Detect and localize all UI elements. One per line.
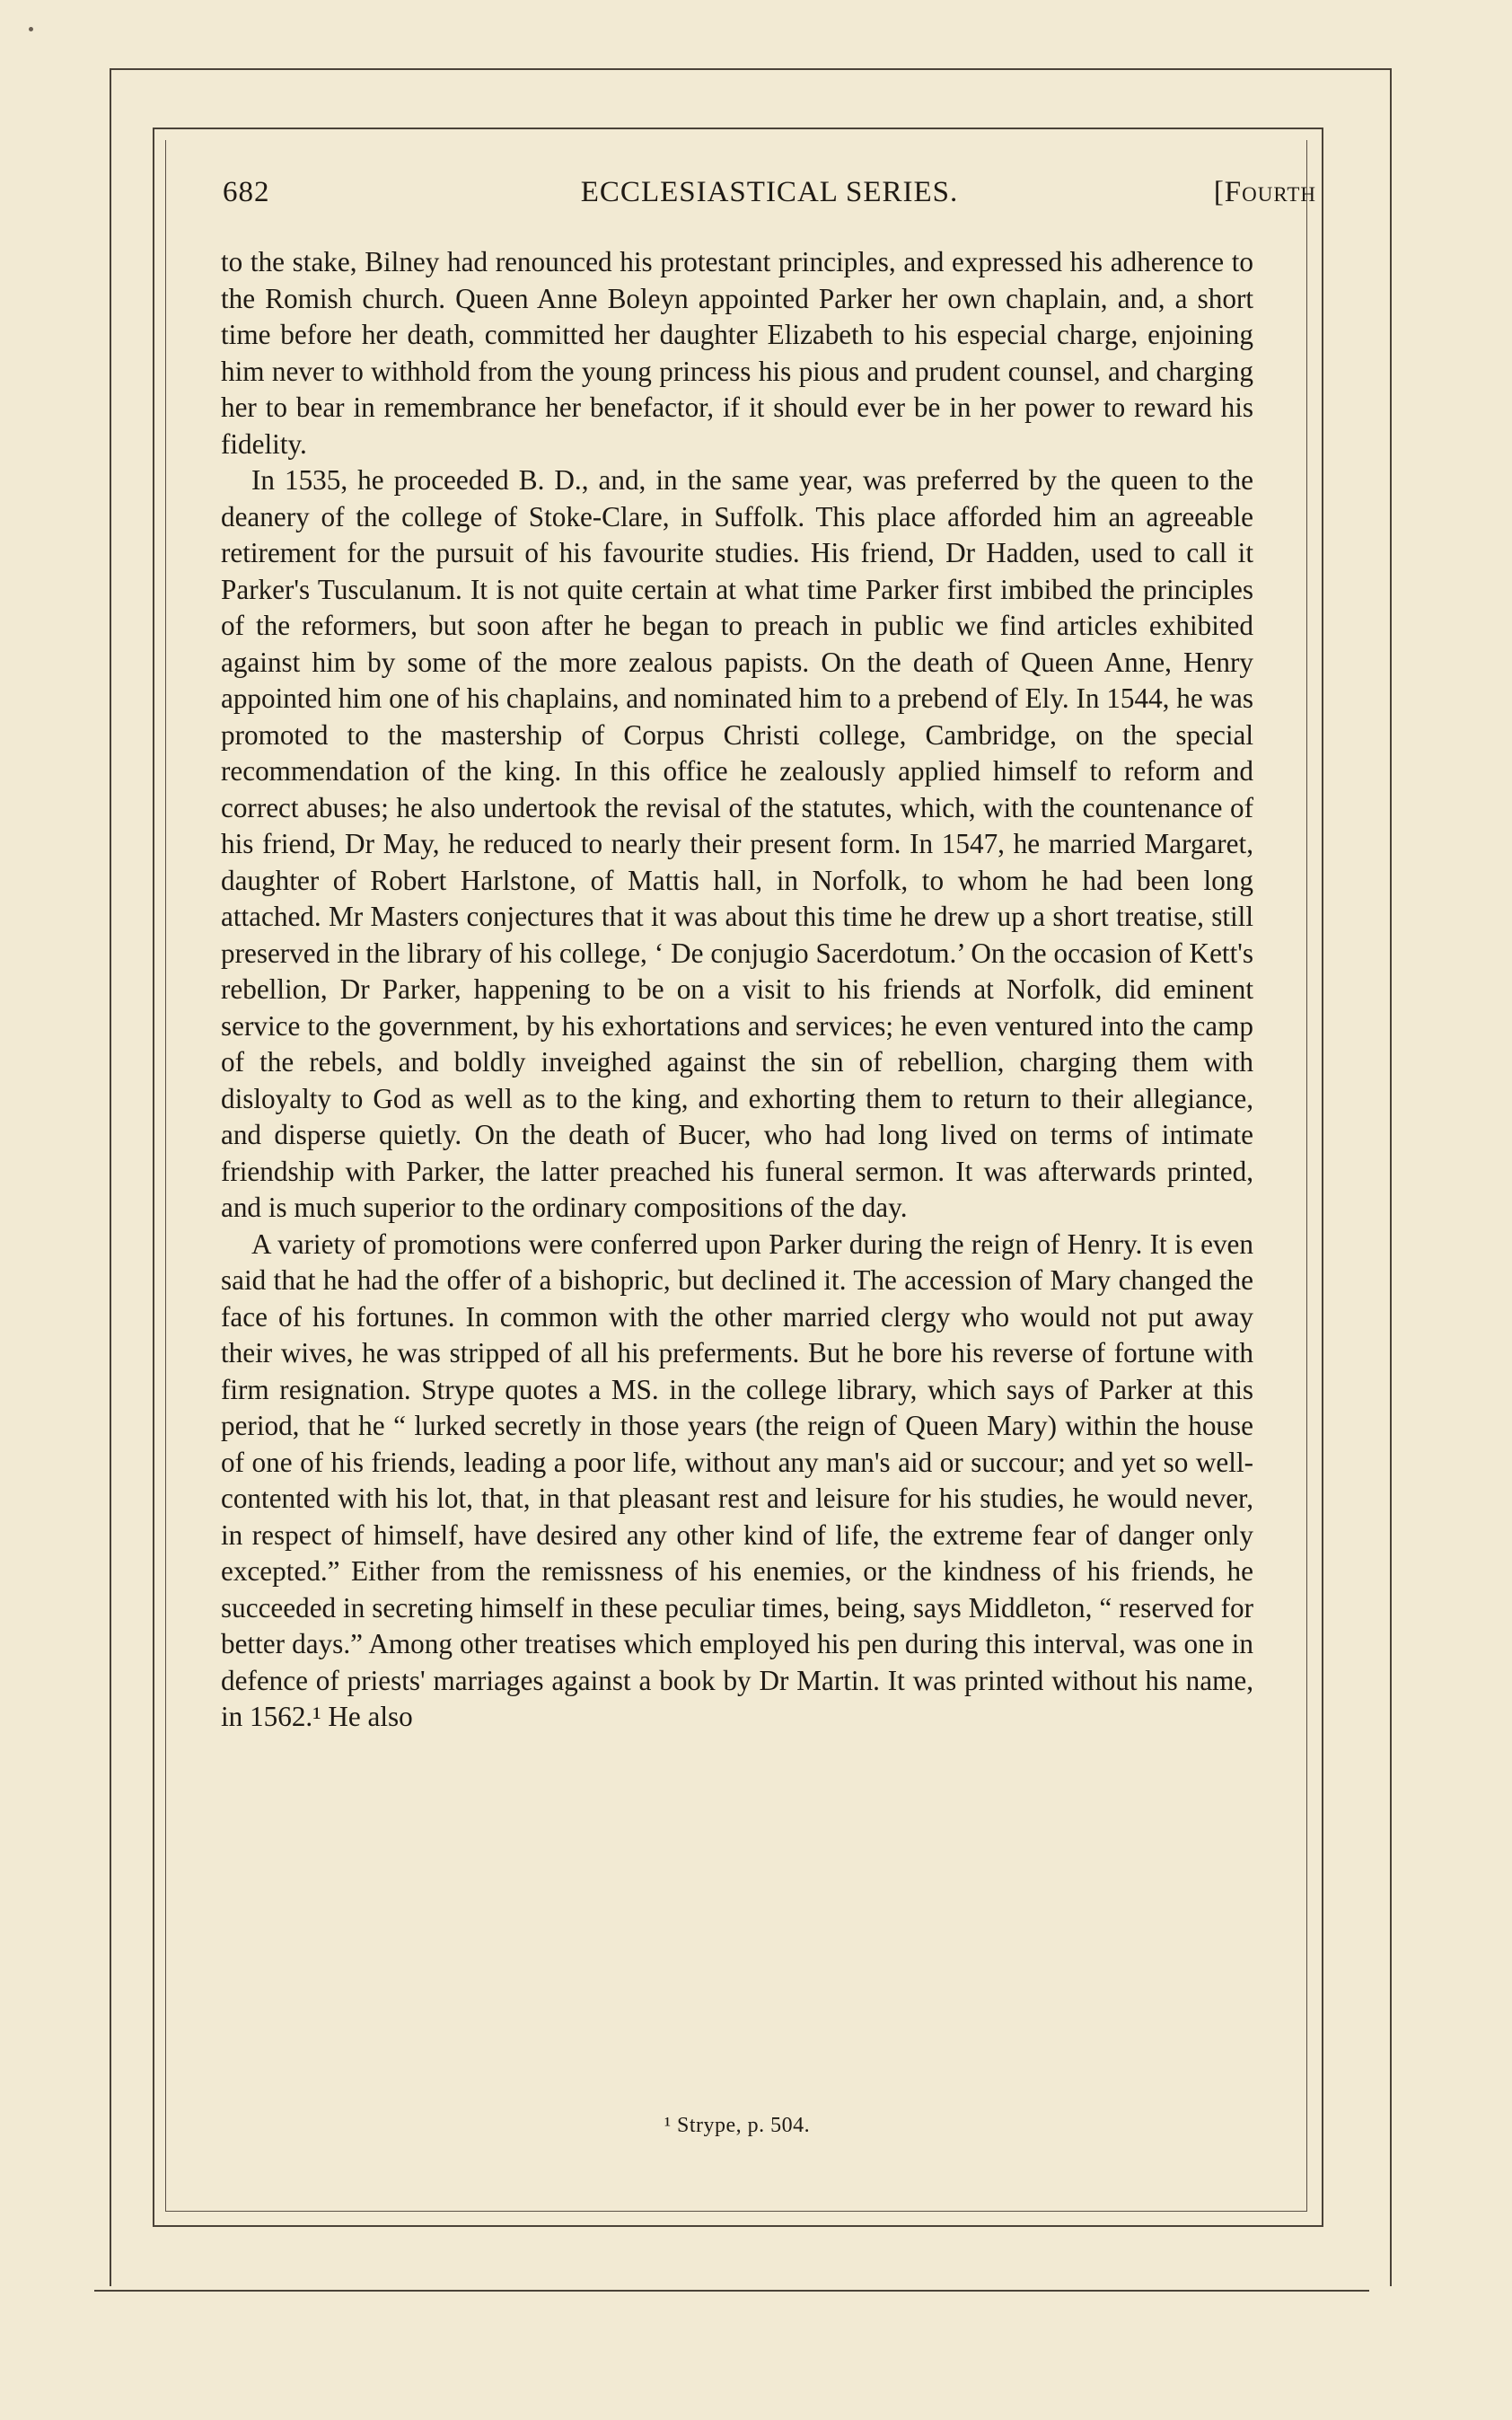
paragraph-1: to the stake, Bilney had renounced his protestant principles, and expressed his adherence to the Romish church. Queen Anne Boleyn appointed Parker her own chaplain, and, a short time before her death, committed her daughter Elizabeth to his especial charge, enjoining him never to withhold from the young princess his pious and prudent counsel, and charging her to bear in remembrance her benefactor, if it should ever be in her power to reward his fidelity.	[221, 246, 1253, 460]
footnote: ¹ Strype, p. 504.	[664, 2114, 811, 2137]
body-text	[221, 244, 1253, 1736]
paragraph-3: A variety of promotions were conferred upon Parker during the reign of Henry. It is even said that he had the offer of a bishopric, but declined it. The accession of Mary changed the face of his fortunes. In common with the other married clergy who would not put away their wives, he was stripped of all his preferments. But he bore his reverse of fortune with firm resignation. Strype quotes a MS. in the college library, which says of Parker at this period, that he “ lurked secretly in those years (the reign of Queen Mary) within the house of one of his friends, leading a poor life, without any man's aid or succour; and yet so well-contented with his lot, that, in that pleasant rest and leisure for his studies, he would never, in respect of himself, have desired any other kind of life, the extreme fear of danger only excepted.” Either from the remissness of his enemies, or the kindness of his friends, he succeeded in secreting himself in these peculiar times, being, says Middleton, “ reserved for better days.” Among other treatises which employed his pen during this interval, was one in defence of priests' marriages against a book by Dr Martin. It was printed without his name, in 1562.¹ He also	[221, 1228, 1253, 1732]
page-number: 682	[223, 176, 270, 208]
running-title: ECCLESIASTICAL SERIES.	[580, 176, 959, 208]
section-marker: [Fourth	[1213, 176, 1316, 208]
running-header	[223, 176, 1316, 216]
page-speck	[29, 27, 33, 31]
paragraph-2: In 1535, he proceeded B. D., and, in the same year, was preferred by the queen to the deanery of the college of Stoke-Clare, in Suffolk. This place afforded him an agreeable retirement for the pursuit of his favourite studies. His friend, Dr Hadden, used to call it Parker's Tusculanum. It is not quite certain at what time Parker first imbibed the principles of the reformers, but soon after he began to preach in public we find articles exhibited against him by some of the more zealous papists. On the death of Queen Anne, Henry appointed him one of his chaplains, and nominated him to a prebend of Ely. In 1544, he was promoted to the mastership of Corpus Christi college, Cambridge, on the special recommendation of the king. In this office he zealously applied himself to reform and correct abuses; he also undertook the revisal of the statutes, which, with the countenance of his friend, Dr May, he reduced to nearly their present form. In 1547, he married Margaret, daughter of Robert Harlstone, of Mattis hall, in Norfolk, to whom he had been long attached. Mr Masters conjectures that it was about this time he drew up a short treatise, still preserved in the library of his college, ‘ De conjugio Sacerdotum.’ On the occasion of Kett's rebellion, Dr Parker, happening to be on a visit to his friends at Norfolk, did eminent service to the government, by his exhortations and services; he even ventured into the camp of the rebels, and boldly inveighed against the sin of rebellion, charging them with disloyalty to God as well as to the king, and exhorting them to return to their allegiance, and disperse quietly. On the death of Bucer, who had long lived on terms of intimate friendship with Parker, the latter preached his funeral sermon. It was afterwards printed, and is much superior to the ordinary compositions of the day.	[221, 464, 1253, 1223]
outer-bottom-rule	[94, 2290, 1369, 2292]
